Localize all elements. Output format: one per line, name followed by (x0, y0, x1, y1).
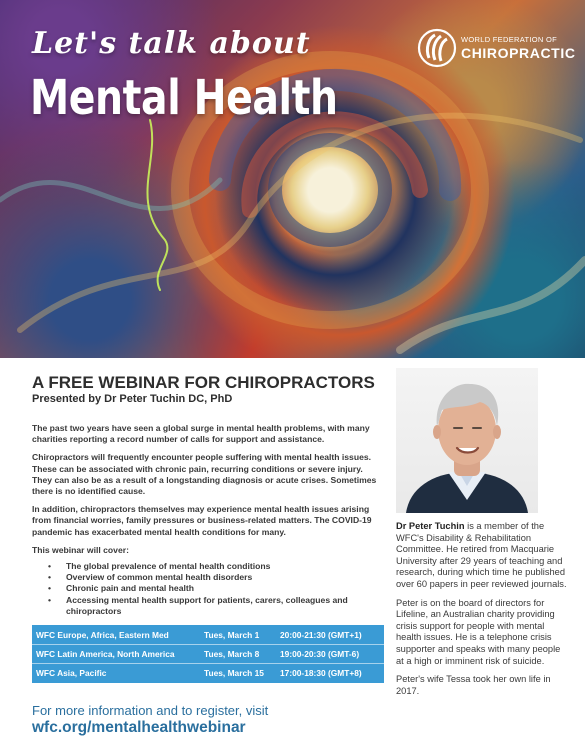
schedule-table (32, 625, 384, 683)
paragraph-intro: The past two years have seen a global surge in mental health problems, with many charities reporting a record number of calls for support and assistance. (32, 423, 370, 445)
hero-kicker: Let's talk about (32, 26, 311, 61)
list-item: • Accessing mental health support for patients, carers, colleagues and chiropractors (48, 595, 384, 617)
schedule-date: Tues, March 1 (204, 630, 260, 640)
table-row (32, 663, 384, 682)
bio-text: is a member of the WFC's Disability & Rehabilitation Committee. He retired from Macquarie University after 29 years of teaching and research, during which time he published over 60 papers in peer reviewed journals. (396, 521, 567, 589)
speaker-bio (396, 521, 568, 704)
schedule-time: 17:00-18:30 (GMT+8) (280, 668, 362, 678)
hero-banner (0, 0, 585, 358)
paragraph-cover: This webinar will cover: (32, 544, 129, 555)
schedule-region: WFC Asia, Pacific (36, 668, 107, 678)
presenter-line: Presented by Dr Peter Tuchin DC, PhD (32, 393, 233, 405)
schedule-time: 20:00-21:30 (GMT+1) (280, 630, 362, 640)
cta-text: For more information and to register, visit (32, 703, 269, 718)
registration-link[interactable]: wfc.org/mentalhealthwebinar (32, 719, 246, 736)
bio-paragraph-1 (396, 521, 568, 591)
topic-list (48, 561, 384, 617)
list-item: • The global prevalence of mental health conditions (48, 561, 384, 572)
portrait-illustration (396, 368, 538, 513)
paragraph-pandemic: In addition, chiropractors themselves may experience mental health issues arising from financial worries, family pressures or business-related matters. The COVID-19 pandemic has exacerbated mental health conditions for many. (32, 504, 372, 537)
schedule-region: WFC Latin America, North America (36, 649, 175, 659)
table-row (32, 625, 384, 644)
wfc-logo-icon (417, 28, 457, 68)
bio-paragraph-2: Peter is on the board of directors for Lifeline, an Australian charity providing crisis support for people with mental health issues. He is a telephone crisis supporter and speaks with many people at a high or imminent risk of suicide. (396, 597, 561, 666)
portrait-photo (396, 368, 538, 513)
logo-line-1: WORLD FEDERATION OF (461, 35, 557, 44)
wfc-logo[interactable] (417, 28, 576, 68)
schedule-date: Tues, March 15 (204, 668, 264, 678)
hero-title: Mental Health (30, 70, 338, 126)
logo-line-2: CHIROPRACTIC (461, 45, 576, 61)
paragraph-chiropractors: Chiropractors will frequently encounter people suffering with mental health issues. These can be associated with chronic pain, recurring conditions or severe injury. They can also be as a result of a longstanding diagnosis or acute crises. Sometimes there is no identified cause. (32, 452, 377, 497)
list-item: • Overview of common mental health disorders (48, 572, 384, 583)
list-item: • Chronic pain and mental health (48, 583, 384, 594)
webinar-heading: A FREE WEBINAR FOR CHIROPRACTORS (32, 373, 375, 392)
webinar-description (32, 423, 384, 617)
speaker-name: Dr Peter Tuchin (396, 521, 465, 531)
table-row (32, 644, 384, 663)
schedule-date: Tues, March 8 (204, 649, 260, 659)
bio-paragraph-3: Peter's wife Tessa took her own life in 2017. (396, 674, 551, 696)
schedule-time: 19:00-20:30 (GMT-6) (280, 649, 360, 659)
schedule-region: WFC Europe, Africa, Eastern Med (36, 630, 169, 640)
